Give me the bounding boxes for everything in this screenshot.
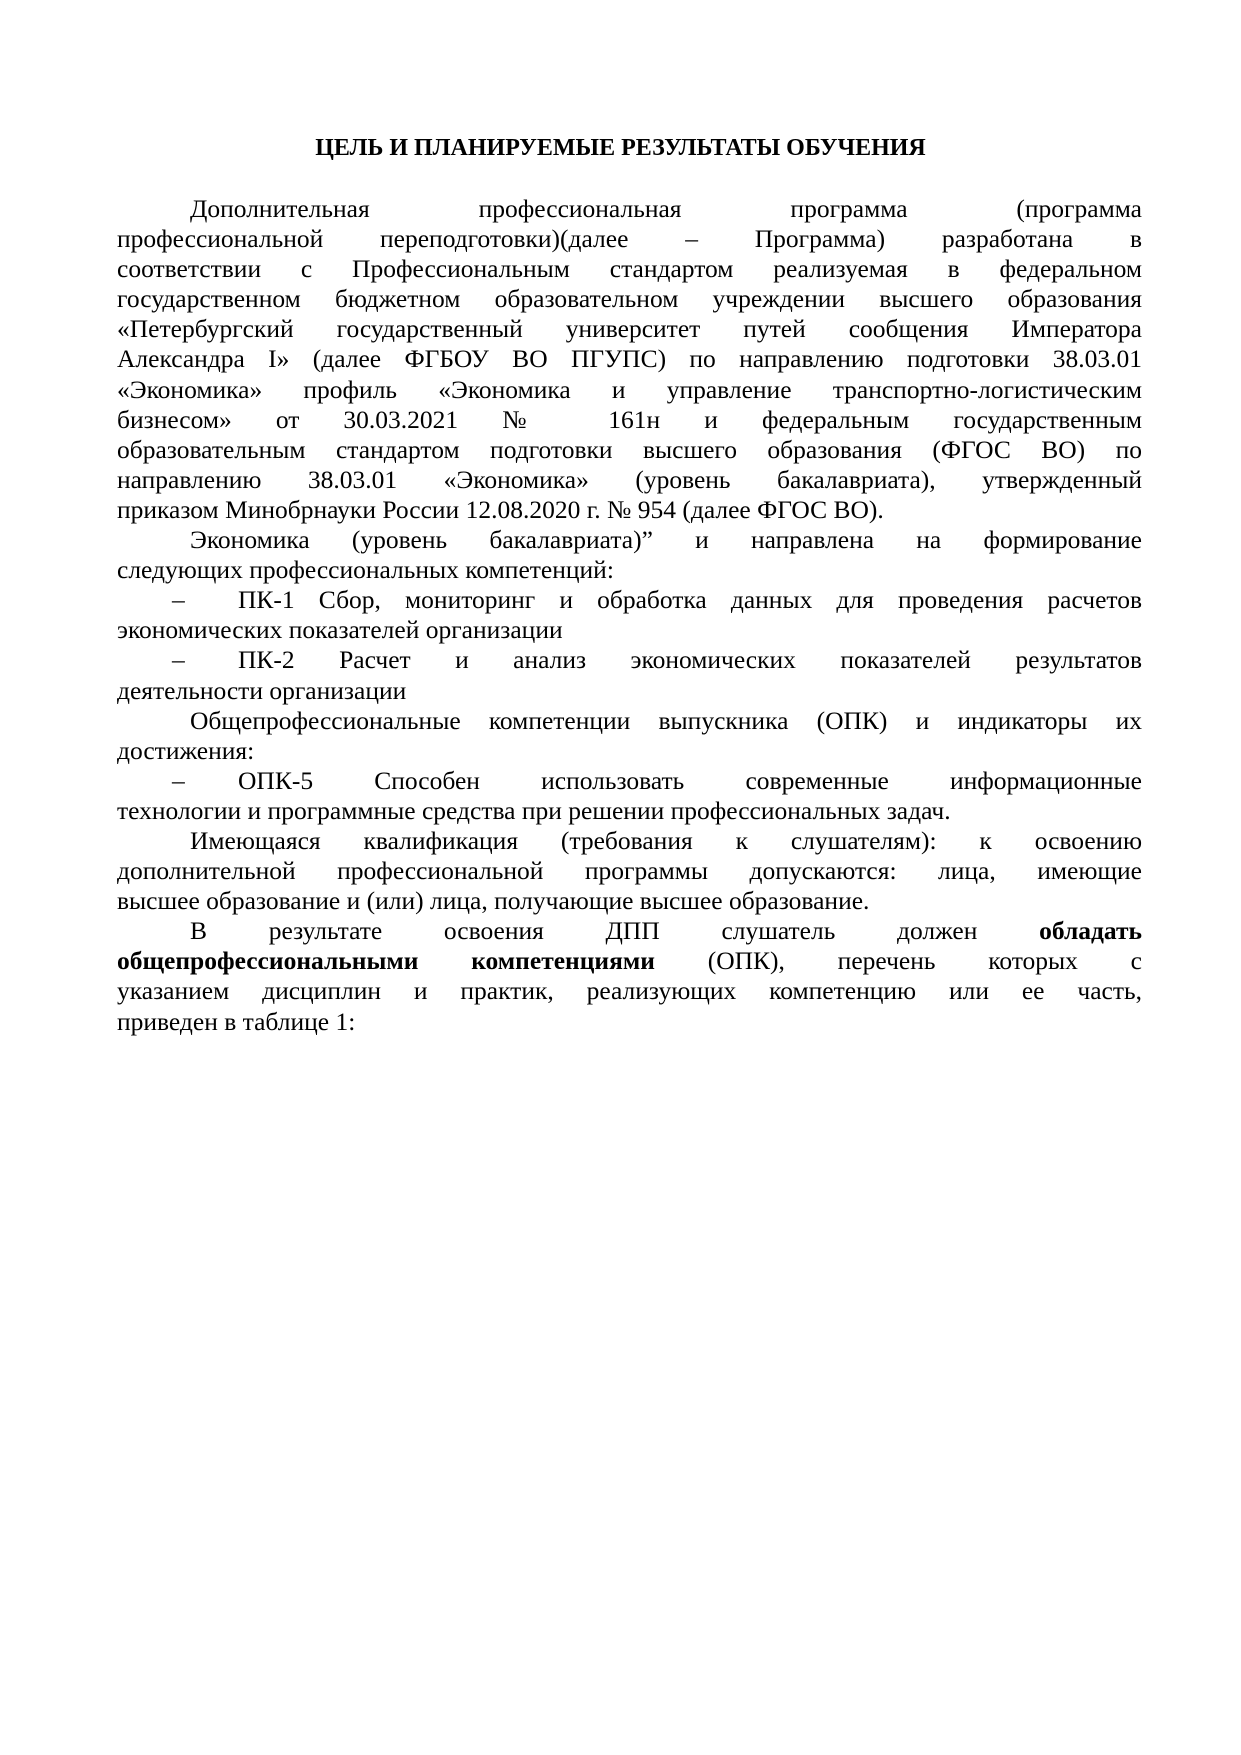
text-line bbox=[117, 465, 1142, 495]
text-line bbox=[117, 766, 1142, 796]
text-line bbox=[117, 856, 1142, 886]
text-segment: технологии и программные средства при решении профессиональных задач. bbox=[117, 795, 951, 825]
text-line bbox=[117, 344, 1142, 374]
text-segment: деятельности организации bbox=[117, 675, 407, 705]
document-body bbox=[117, 194, 1142, 1037]
text-line bbox=[117, 706, 1142, 736]
text-segment: образовательным стандартом подготовки высшего образования (ФГОС ВО) по bbox=[117, 434, 1142, 464]
text-line bbox=[117, 976, 1142, 1006]
text-segment: указанием дисциплин и практик, реализующих компетенцию или ее часть, bbox=[117, 976, 1142, 1006]
text-line bbox=[117, 284, 1142, 314]
bold-text: обладать bbox=[1039, 916, 1142, 946]
text-line bbox=[117, 615, 1142, 645]
text-line bbox=[117, 555, 1142, 585]
text-segment: В результате освоения ДПП слушатель должен bbox=[190, 916, 1040, 946]
text-line bbox=[117, 736, 1142, 766]
text-segment: приведен в таблице 1: bbox=[117, 1006, 356, 1036]
text-segment: Общепрофессиональные компетенции выпускника (ОПК) и индикаторы их bbox=[190, 705, 1142, 735]
text-line bbox=[117, 375, 1142, 405]
text-line bbox=[117, 886, 1142, 916]
text-segment: Дополнительная профессиональная программа (программа bbox=[190, 194, 1142, 223]
text-line bbox=[117, 676, 1142, 706]
text-line bbox=[117, 314, 1142, 344]
text-segment: соответствии с Профессиональным стандартом реализуемая в федеральном bbox=[117, 254, 1142, 284]
text-segment: «Экономика» профиль «Экономика и управление транспортно-логистическим bbox=[117, 374, 1142, 404]
text-line bbox=[117, 435, 1142, 465]
text-segment: Имеющаяся квалификация (требования к слушателям): к освоению bbox=[190, 825, 1142, 855]
text-segment: бизнесом» от 30.03.2021 № 161н и федеральным государственным bbox=[117, 404, 1142, 434]
text-segment: (ОПК), перечень которых с bbox=[654, 946, 1143, 976]
page-title: ЦЕЛЬ И ПЛАНИРУЕМЫЕ РЕЗУЛЬТАТЫ ОБУЧЕНИЯ bbox=[315, 135, 926, 161]
text-segment: дополнительной профессиональной программы допускаются: лица, имеющие bbox=[117, 856, 1142, 886]
text-segment: ПК-2 Расчет и анализ экономических показателей результатов bbox=[238, 645, 1142, 675]
text-segment: следующих профессиональных компетенций: bbox=[117, 555, 614, 585]
text-segment: Экономика (уровень бакалавриата)” и направлена на формирование bbox=[190, 525, 1142, 555]
bold-text: общепрофессиональными компетенциями bbox=[117, 946, 655, 976]
text-segment: «Петербургский государственный университет путей сообщения Императора bbox=[117, 314, 1142, 344]
text-segment: направлению 38.03.01 «Экономика» (уровень бакалавриата), утвержденный bbox=[117, 464, 1142, 494]
text-line bbox=[117, 585, 1142, 615]
text-segment: государственном бюджетном образовательном учреждении высшего образования bbox=[117, 284, 1142, 314]
list-bullet-dash: – bbox=[172, 765, 185, 795]
text-segment: приказом Минобрнауки России 12.08.2020 г. № 954 (далее ФГОС ВО). bbox=[117, 494, 884, 524]
text-line bbox=[117, 254, 1142, 284]
text-segment: достижения: bbox=[117, 735, 255, 765]
text-line bbox=[117, 495, 1142, 525]
text-line bbox=[117, 826, 1142, 856]
text-line bbox=[117, 525, 1142, 555]
text-segment: экономических показателей организации bbox=[117, 615, 563, 645]
text-line bbox=[117, 1007, 1142, 1037]
list-bullet-dash: – bbox=[172, 585, 185, 615]
text-segment: ОПК-5 Способен использовать современные информационные bbox=[238, 765, 1142, 795]
text-line bbox=[117, 405, 1142, 435]
text-segment: Александра I» (далее ФГБОУ ВО ПГУПС) по направлению подготовки 38.03.01 bbox=[117, 344, 1142, 374]
text-line bbox=[117, 194, 1142, 224]
text-line bbox=[117, 946, 1142, 976]
text-segment: высшее образование и (или) лица, получающие высшее образование. bbox=[117, 886, 870, 916]
list-bullet-dash: – bbox=[172, 645, 185, 675]
text-line bbox=[117, 224, 1142, 254]
text-line bbox=[117, 645, 1142, 675]
text-line bbox=[117, 916, 1142, 946]
text-line bbox=[117, 796, 1142, 826]
text-segment: профессиональной переподготовки)(далее – Программа) разработана в bbox=[117, 224, 1142, 254]
text-segment: ПК-1 Сбор, мониторинг и обработка данных для проведения расчетов bbox=[238, 585, 1142, 615]
